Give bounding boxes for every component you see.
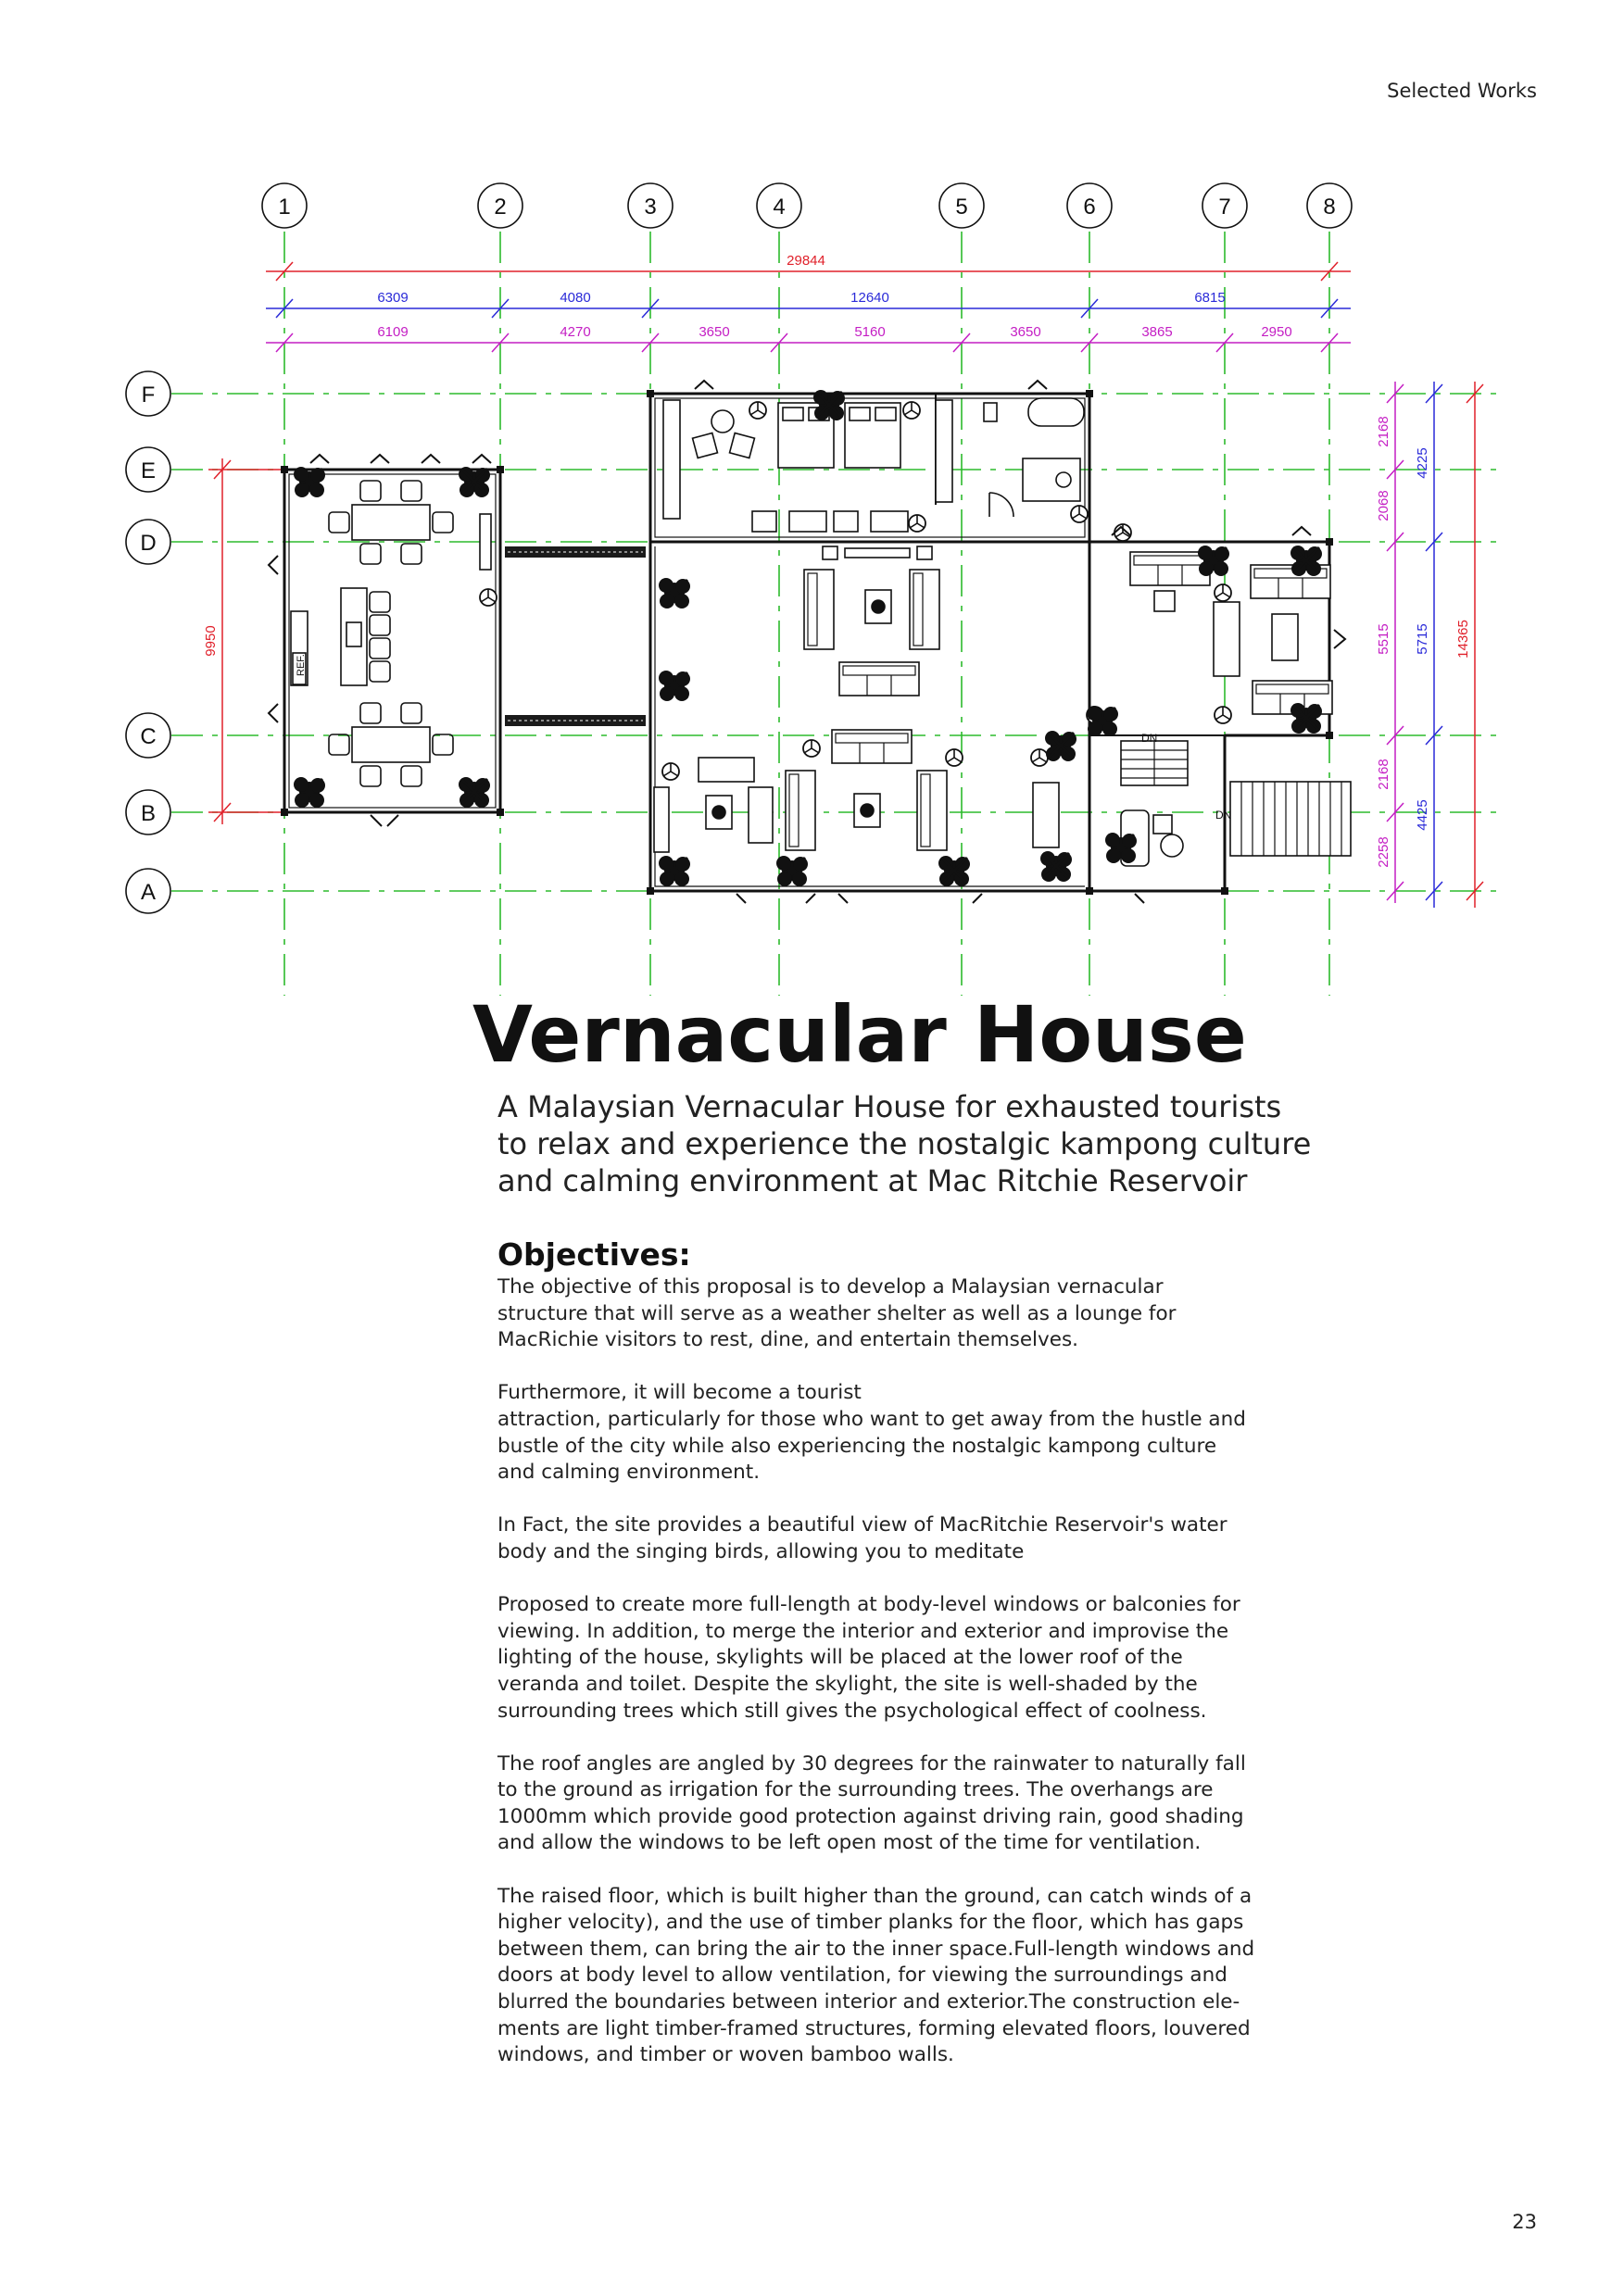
dim-right-blue-3: 4425 (1415, 799, 1430, 831)
living-furniture (654, 546, 1059, 852)
floor-plan-drawing (0, 0, 1624, 1010)
grid-label-1: 1 (278, 194, 291, 220)
dim-magenta-2: 4270 (560, 324, 591, 340)
label-ref: REF. (296, 654, 307, 676)
page-number: 23 (1512, 2211, 1537, 2233)
dim-left: 9950 (203, 625, 219, 657)
grid-label-f: F (141, 383, 156, 408)
grid-label-7: 7 (1218, 194, 1231, 220)
dining-set-lower (329, 703, 453, 786)
grid-label-d: D (140, 531, 157, 556)
paragraph-6: The raised floor, which is built higher than the ground, can catch winds of a higher velocity), and the use of timber planks for the floor, which has gaps between them, can bring the air to the inner space.Full-length windows and doors at body level to allow ventilation, for viewing the surroundings and blurred the boundaries between interior and exterior.The construction ele- ments are light timber-framed structures, forming elevated floors, louvered windows, and timber or woven bamboo walls. (497, 1884, 1255, 2067)
bathroom-fixtures (984, 398, 1084, 517)
paragraph-4: Proposed to create more full-length at body-level windows or balconies for viewing. In addition, to merge the interior and exterior and improvise the lighting of the house, skylights will be placed at the lower roof of the veranda and toilet. Despite the skylight, the site is well-shaded by the surrounding trees which still gives the psychological effect of coolness. (497, 1593, 1240, 1723)
paragraph-5: The roof angles are angled by 30 degrees for the rainwater to naturally fall to the ground as irrigation for the surrounding trees. The overhangs are 1000mm which provide good protection against driving rain, good shading and allow the windows to be left open most of the time for ventilation. (497, 1751, 1246, 1855)
dim-blue-1: 6309 (377, 290, 409, 306)
dim-overall: 29844 (787, 253, 825, 269)
dim-magenta-6: 3865 (1141, 324, 1173, 340)
dim-right-magenta-4: 2168 (1376, 759, 1391, 790)
lounge-furniture (1130, 552, 1332, 714)
dining-set-upper (329, 481, 453, 564)
dim-blue-4: 6815 (1194, 290, 1226, 306)
dim-blue-2: 4080 (560, 290, 591, 306)
grid-label-3: 3 (644, 194, 657, 220)
grid-label-a: A (140, 880, 157, 905)
grid-row-bubbles (126, 371, 170, 913)
dim-right-magenta-1: 2168 (1376, 416, 1391, 447)
label-dn-2: DN (1215, 809, 1232, 822)
dimension-top-magenta (266, 333, 1351, 352)
dim-right-blue-1: 4225 (1415, 447, 1430, 479)
grid-label-e: E (140, 458, 157, 483)
section-header: Selected Works (1387, 80, 1537, 102)
dim-right-magenta-5: 2258 (1376, 836, 1391, 868)
page-title: Vernacular House (472, 989, 1247, 1080)
dim-right-magenta-3: 5515 (1376, 623, 1391, 655)
grid-column-bubbles (262, 183, 1352, 228)
grid-label-c: C (140, 724, 157, 749)
dim-right-red: 14365 (1455, 620, 1471, 659)
bedroom-furniture (663, 400, 952, 532)
grid-label-2: 2 (494, 194, 507, 220)
dim-right-magenta-2: 2068 (1376, 490, 1391, 521)
dim-right-blue-2: 5715 (1415, 623, 1430, 655)
stair-and-entry (1121, 741, 1351, 866)
grid-label-b: B (140, 801, 157, 826)
grid-label-8: 8 (1323, 194, 1336, 220)
dim-magenta-7: 2950 (1261, 324, 1292, 340)
dim-magenta-4: 5160 (854, 324, 886, 340)
paragraph-1: The objective of this proposal is to develop a Malaysian vernacular structure that will serve as a weather shelter as well as a lounge for MacRichie visitors to rest, dine, and entertain themselves. (497, 1275, 1177, 1352)
objectives-heading: Objectives: (497, 1236, 691, 1273)
walkway-bridge (505, 546, 646, 726)
grid-label-6: 6 (1083, 194, 1096, 220)
objectives-body (497, 1274, 1303, 2095)
dim-magenta-3: 3650 (699, 324, 730, 340)
page-subtitle: A Malaysian Vernacular House for exhausted tourists to relax and experience the nostalgic kampong culture and calming environment at Mac Ritchie Reservoir (497, 1089, 1312, 1198)
paragraph-2: Furthermore, it will become a tourist attraction, particularly for those who want to get away from the hustle and bustle of the city while also experiencing the nostalgic kampong culture and calming environment. (497, 1381, 1246, 1485)
grid-label-4: 4 (773, 194, 786, 220)
label-dn-1: DN (1141, 732, 1158, 745)
paragraph-3: In Fact, the site provides a beautiful view of MacRitchie Reservoir's water body and the singing birds, allowing you to meditate (497, 1513, 1227, 1563)
dimension-top-blue (266, 299, 1351, 318)
dim-magenta-1: 6109 (377, 324, 409, 340)
dim-magenta-5: 3650 (1010, 324, 1041, 340)
dim-blue-3: 12640 (850, 290, 889, 306)
grid-label-5: 5 (955, 194, 968, 220)
